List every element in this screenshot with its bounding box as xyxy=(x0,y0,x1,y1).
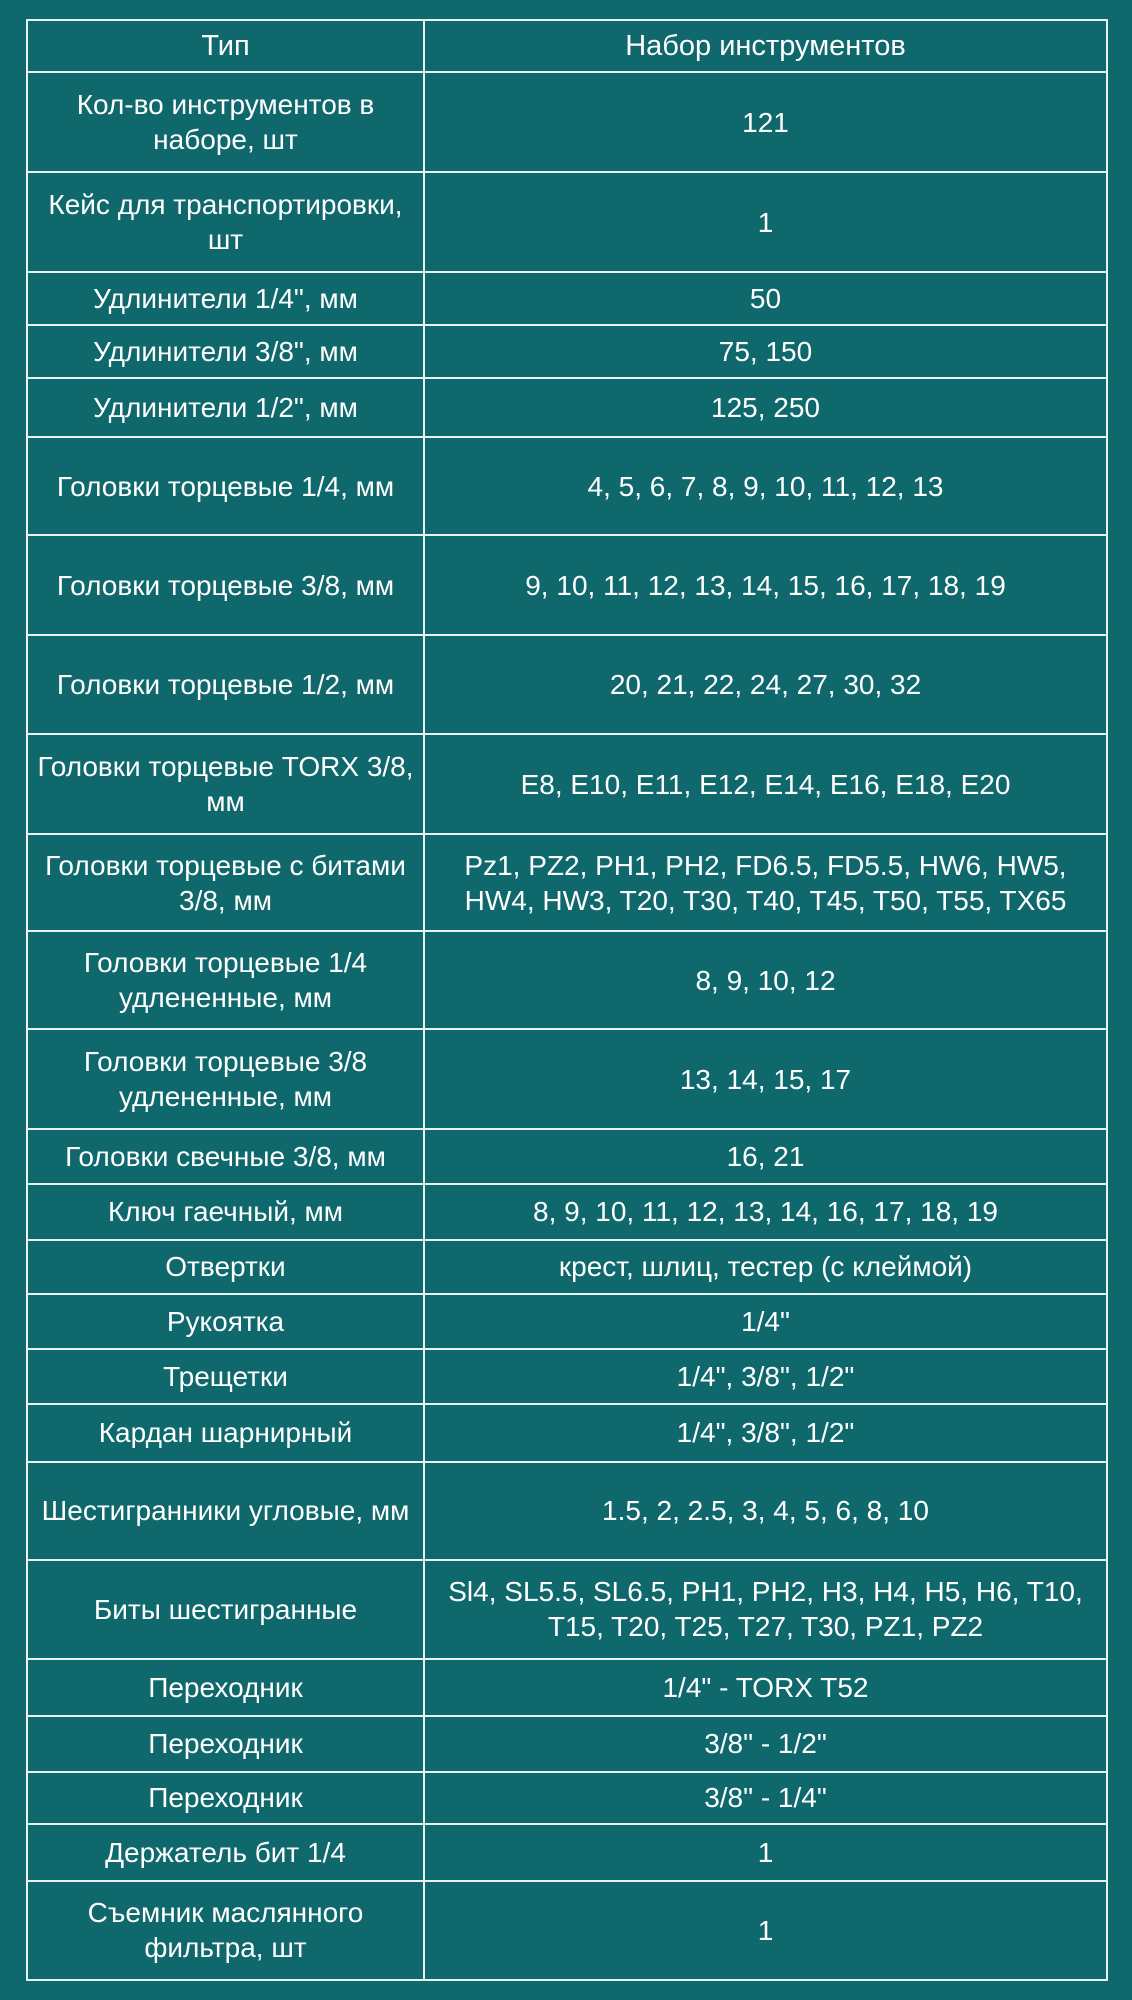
cell-type: Головки свечные 3/8, мм xyxy=(27,1129,424,1184)
cell-value: 50 xyxy=(424,272,1107,325)
cell-value: 1/4" xyxy=(424,1294,1107,1349)
cell-value: 4, 5, 6, 7, 8, 9, 10, 11, 12, 13 xyxy=(424,437,1107,535)
cell-type: Головки торцевые 1/4 удлененные, мм xyxy=(27,931,424,1029)
table-header-row xyxy=(27,20,1107,72)
cell-value: 75, 150 xyxy=(424,325,1107,378)
cell-value: 1/4", 3/8", 1/2" xyxy=(424,1404,1107,1462)
table-row xyxy=(27,1560,1107,1659)
table-row xyxy=(27,272,1107,325)
table-row xyxy=(27,1462,1107,1560)
cell-value: 125, 250 xyxy=(424,378,1107,437)
table-row xyxy=(27,1881,1107,1980)
cell-type: Рукоятка xyxy=(27,1294,424,1349)
table-row xyxy=(27,325,1107,378)
cell-type: Головки торцевые с битами 3/8, мм xyxy=(27,834,424,931)
table-row xyxy=(27,1716,1107,1772)
table-row xyxy=(27,1029,1107,1129)
cell-value: Pz1, PZ2, PH1, PH2, FD6.5, FD5.5, HW6, HW5, HW4, HW3, T20, T30, T40, T45, T50, T55, TX65 xyxy=(424,834,1107,931)
spec-table xyxy=(26,19,1108,1981)
table-row xyxy=(27,1184,1107,1239)
cell-type: Удлинители 3/8", мм xyxy=(27,325,424,378)
cell-type: Переходник xyxy=(27,1659,424,1716)
table-row xyxy=(27,1659,1107,1716)
cell-value: 8, 9, 10, 12 xyxy=(424,931,1107,1029)
cell-value: Sl4, SL5.5, SL6.5, PH1, PH2, H3, H4, H5, H6, T10, T15, T20, T25, T27, T30, PZ1, PZ2 xyxy=(424,1560,1107,1659)
cell-type: Съемник маслянного фильтра, шт xyxy=(27,1881,424,1980)
cell-type: Головки торцевые 1/4, мм xyxy=(27,437,424,535)
table-row xyxy=(27,437,1107,535)
header-set: Набор инструментов xyxy=(424,20,1107,72)
table-row xyxy=(27,1294,1107,1349)
table-row xyxy=(27,1129,1107,1184)
cell-value: 3/8" - 1/4" xyxy=(424,1772,1107,1824)
cell-type: Кейс для транспортировки, шт xyxy=(27,172,424,272)
table-row xyxy=(27,1824,1107,1881)
cell-type: Ключ гаечный, мм xyxy=(27,1184,424,1239)
cell-type: Переходник xyxy=(27,1716,424,1772)
cell-value: 1 xyxy=(424,172,1107,272)
cell-value: 13, 14, 15, 17 xyxy=(424,1029,1107,1129)
table-row xyxy=(27,1404,1107,1462)
cell-type: Трещетки xyxy=(27,1349,424,1404)
cell-type: Держатель бит 1/4 xyxy=(27,1824,424,1881)
header-type: Тип xyxy=(27,20,424,72)
cell-type: Головки торцевые 1/2, мм xyxy=(27,635,424,734)
table-row xyxy=(27,834,1107,931)
cell-value: 1/4", 3/8", 1/2" xyxy=(424,1349,1107,1404)
cell-value: 121 xyxy=(424,72,1107,172)
cell-type: Переходник xyxy=(27,1772,424,1824)
cell-type: Удлинители 1/4", мм xyxy=(27,272,424,325)
table-row xyxy=(27,635,1107,734)
table-row xyxy=(27,1240,1107,1294)
cell-value: 20, 21, 22, 24, 27, 30, 32 xyxy=(424,635,1107,734)
cell-value: 1 xyxy=(424,1824,1107,1881)
table-row xyxy=(27,535,1107,635)
cell-type: Кол-во инструментов в наборе, шт xyxy=(27,72,424,172)
table-row xyxy=(27,378,1107,437)
cell-value: 1/4" - TORX T52 xyxy=(424,1659,1107,1716)
cell-value: крест, шлиц, тестер (с клеймой) xyxy=(424,1240,1107,1294)
cell-value: 8, 9, 10, 11, 12, 13, 14, 16, 17, 18, 19 xyxy=(424,1184,1107,1239)
cell-value: 1 xyxy=(424,1881,1107,1980)
table-row xyxy=(27,172,1107,272)
table-row xyxy=(27,931,1107,1029)
cell-type: Биты шестигранные xyxy=(27,1560,424,1659)
cell-type: Кардан шарнирный xyxy=(27,1404,424,1462)
cell-value: 16, 21 xyxy=(424,1129,1107,1184)
cell-type: Отвертки xyxy=(27,1240,424,1294)
table-row xyxy=(27,1349,1107,1404)
cell-value: 3/8" - 1/2" xyxy=(424,1716,1107,1772)
table-row xyxy=(27,1772,1107,1824)
cell-type: Шестигранники угловые, мм xyxy=(27,1462,424,1560)
cell-value: 9, 10, 11, 12, 13, 14, 15, 16, 17, 18, 19 xyxy=(424,535,1107,635)
table-row xyxy=(27,72,1107,172)
cell-type: Головки торцевые 3/8, мм xyxy=(27,535,424,635)
cell-type: Головки торцевые 3/8 удлененные, мм xyxy=(27,1029,424,1129)
cell-type: Удлинители 1/2", мм xyxy=(27,378,424,437)
cell-value: E8, E10, E11, E12, E14, E16, E18, E20 xyxy=(424,734,1107,834)
table-row xyxy=(27,734,1107,834)
cell-type: Головки торцевые TORX 3/8, мм xyxy=(27,734,424,834)
cell-value: 1.5, 2, 2.5, 3, 4, 5, 6, 8, 10 xyxy=(424,1462,1107,1560)
